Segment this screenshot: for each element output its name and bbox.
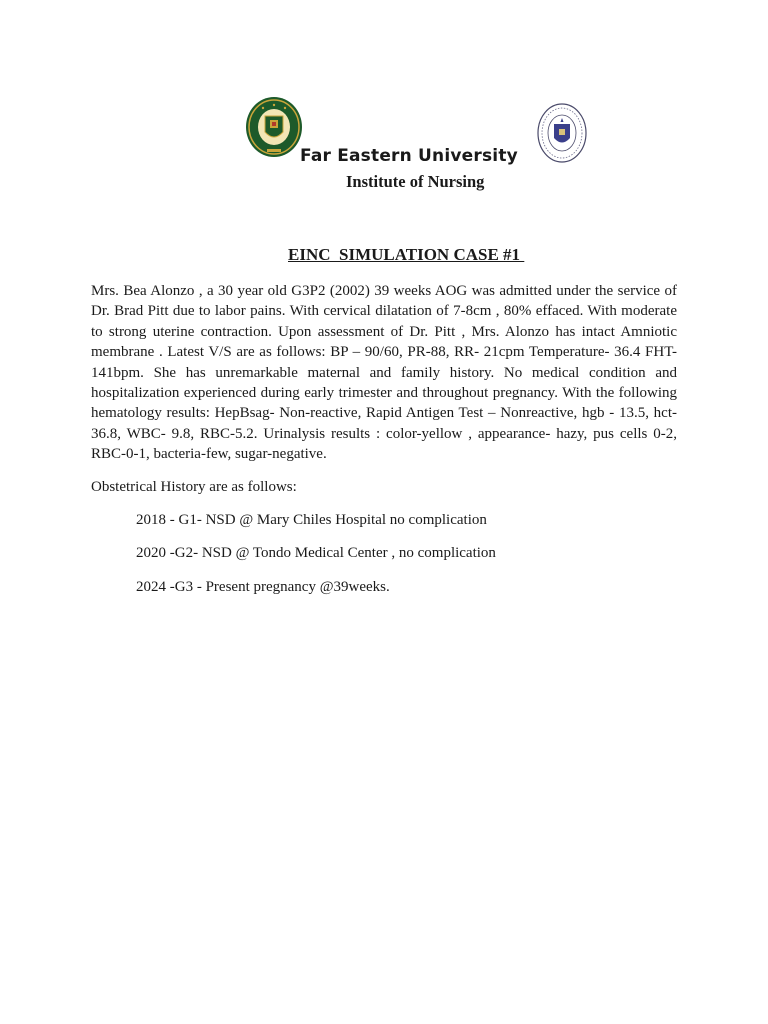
history-intro: Obstetrical History are as follows: xyxy=(91,479,297,495)
case-narrative: Mrs. Bea Alonzo , a 30 year old G3P2 (2002) 39 weeks AOG was admitted under the service of Dr. Brad Pitt due to labor pains. With cervical dilatation of 7-8cm , 80% effaced. With moderate to strong uterine contraction. Upon assessment of Dr. Pitt , Mrs. Alonzo has intact Amniotic membrane . Latest V/S are as follows: BP – 90/60, PR-88, RR- 21cpm Temperature- 36.4 FHT- 141bpm. She has unremarkable maternal and family history. No medical condition and hospitalization experienced during early trimester and throughout pregnancy. With the following hematology results: HepBsag- Non-reactive, Rapid Antigen Test – Nonreactive, hgb - 13.5, hct- 36.8, WBC- 9.8, RBC-5.2. Urinalysis results : color-yellow , appearance- hazy, pus cells 0-2, RBC-0-1, bacteria-few, sugar-negative. xyxy=(91,283,677,463)
history-item: 2020 -G2- NSD @ Tondo Medical Center , no complication xyxy=(136,545,496,561)
nursing-seal-logo xyxy=(536,102,588,164)
history-item: 2024 -G3 - Present pregnancy @39weeks. xyxy=(136,579,390,595)
university-name: Far Eastern University xyxy=(300,146,518,166)
history-item: 2018 - G1- NSD @ Mary Chiles Hospital no complication xyxy=(136,512,487,528)
feu-seal-logo xyxy=(245,96,303,158)
institute-name: Institute of Nursing xyxy=(346,172,485,191)
case-title: EINC SIMULATION CASE #1 xyxy=(288,245,525,264)
